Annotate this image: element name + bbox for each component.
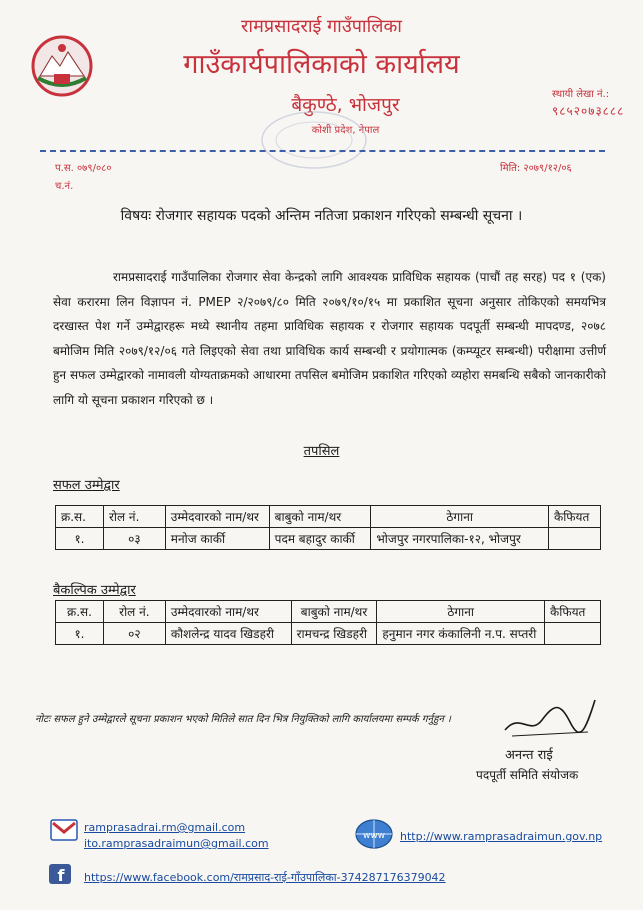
alternate-candidates-table [55,600,601,645]
municipality-name: रामप्रसादराई गाउँपालिका [241,16,402,37]
notice-body [53,265,606,412]
globe-www-icon [354,818,394,850]
cell-roll: ०३ [103,528,165,550]
details-heading: तपसिल [303,444,340,459]
note-text: नोटः सफल हुने उम्मेद्वारले सूचना प्रकाशन भएको मितिले सात दिन भित्र नियुक्तिको लागि कार्यालयमा सम्पर्क गर्नुहुन । [35,714,451,725]
subject-line: विषयः रोजगार सहायक पदको अन्तिम नतिजा प्रकाशन गरिएको सम्बन्धी सूचना । [120,208,523,224]
cell-candidate: कौशलेन्द्र यादव खिडहरी [165,623,291,645]
pan-label: स्थायी लेखा नं.: [552,89,610,100]
gmail-icon [50,818,78,842]
cell-serial: १. [56,623,104,645]
cell-father: पदम बहादुर कार्की [269,528,371,550]
header-divider [40,150,605,152]
office-stamp-icon [254,108,374,172]
cell-candidate: मनोज कार्की [165,528,269,550]
cell-serial: १. [56,528,104,550]
svg-text:f: f [57,866,65,884]
table-row [56,623,601,645]
province-line: कोशी प्रदेश, नेपाल [311,125,380,136]
office-location: बैकुण्ठे, भोजपुर [291,94,400,116]
svg-text:www: www [362,831,386,841]
signer-role: पदपूर्ती समिति संयोजक [476,768,579,782]
email-link-2[interactable]: ito.ramprasadraimun@gmail.com [84,837,269,850]
alternate-candidates-heading: बैकल्पिक उम्मेद्वार [53,583,136,598]
col-serial: क्र.स. [56,601,104,623]
dispatch-number: च.नं. [55,181,74,192]
website-link[interactable]: http://www.ramprasadraimun.gov.np [400,830,603,843]
table-header-row [56,506,601,528]
cell-remarks [548,528,600,550]
col-address: ठेगाना [371,506,549,528]
successful-candidates-heading: सफल उम्मेद्वार [53,478,120,493]
col-address: ठेगाना [377,601,545,623]
cell-roll: ०२ [103,623,165,645]
notice-body-text: रामप्रसादराई गाउँपालिका रोजगार सेवा केन्द्रको लागि आवश्यक प्राविधिक सहायक (पाचौं तह सरह) पद १ (एक) सेवा करारमा लिन विज्ञापन नं. PMEP २/२०७९/८० मिति २०७९/१०/१५ मा प्रकाशित सूचना अनुसार तोकिएको समयभित्र दरखास्त पेश गर्ने उम्मेद्वारहरू मध्ये स्थानीय तहमा प्राविधिक सहायक र रोजगार सहायक पदपूर्ती सम्बन्धी मापदण्ड, २०७८ बमोजिम मिति २०७९/१२/०६ गते लिइएको सेवा तथा प्राविधिक कार्य सम्बन्धी र प्रयोगात्मक (कम्प्यूटर सम्बन्धी) परीक्षामा उत्तीर्ण हुन सफल उम्मेद्वारको नामावली योग्यताक्रमको आधारमा तपसिल बमोजिम प्रकाशित गरिएको व्यहोरा समबन्धि सबैको जानकारीको लागि यो सूचना प्रकाशन गरिएको छ । [53,270,606,407]
table-row [56,528,601,550]
office-name: गाउँकार्यपालिकाको कार्यालय [183,49,460,80]
cell-address: भोजपुर नगरपालिका-१२, भोजपुर [371,528,549,550]
col-roll: रोल नं. [103,506,165,528]
col-father: बाबुको नाम/थर [269,506,371,528]
facebook-link[interactable]: https://www.facebook.com/रामप्रसाद-राई-गाँउपालिका-374287176379042 [84,871,446,884]
table-header-row [56,601,601,623]
reference-number: प.स. ०७९/०८० [55,163,112,174]
col-roll: रोल नं. [103,601,165,623]
successful-candidates-table [55,505,601,550]
letter-date: मिति: २०७९/१२/०६ [500,163,572,174]
signature-icon [500,692,600,742]
col-serial: क्र.स. [56,506,104,528]
facebook-icon [49,864,71,884]
col-father: बाबुको नाम/थर [291,601,377,623]
col-candidate: उम्मेदवारको नाम/थर [165,601,291,623]
col-candidate: उम्मेदवारको नाम/थर [165,506,269,528]
cell-address: हनुमान नगर कंकालिनी न.प. सप्तरी [377,623,545,645]
col-remarks: कैफियत [545,601,601,623]
cell-remarks [545,623,601,645]
signer-name: अनन्त राई [505,748,553,763]
cell-father: रामचन्द्र खिडहरी [291,623,377,645]
email-link-1[interactable]: ramprasadrai.rm@gmail.com [84,821,246,834]
pan-number: ९८५२०७३८८८ [552,104,625,118]
col-remarks: कैफियत [548,506,600,528]
